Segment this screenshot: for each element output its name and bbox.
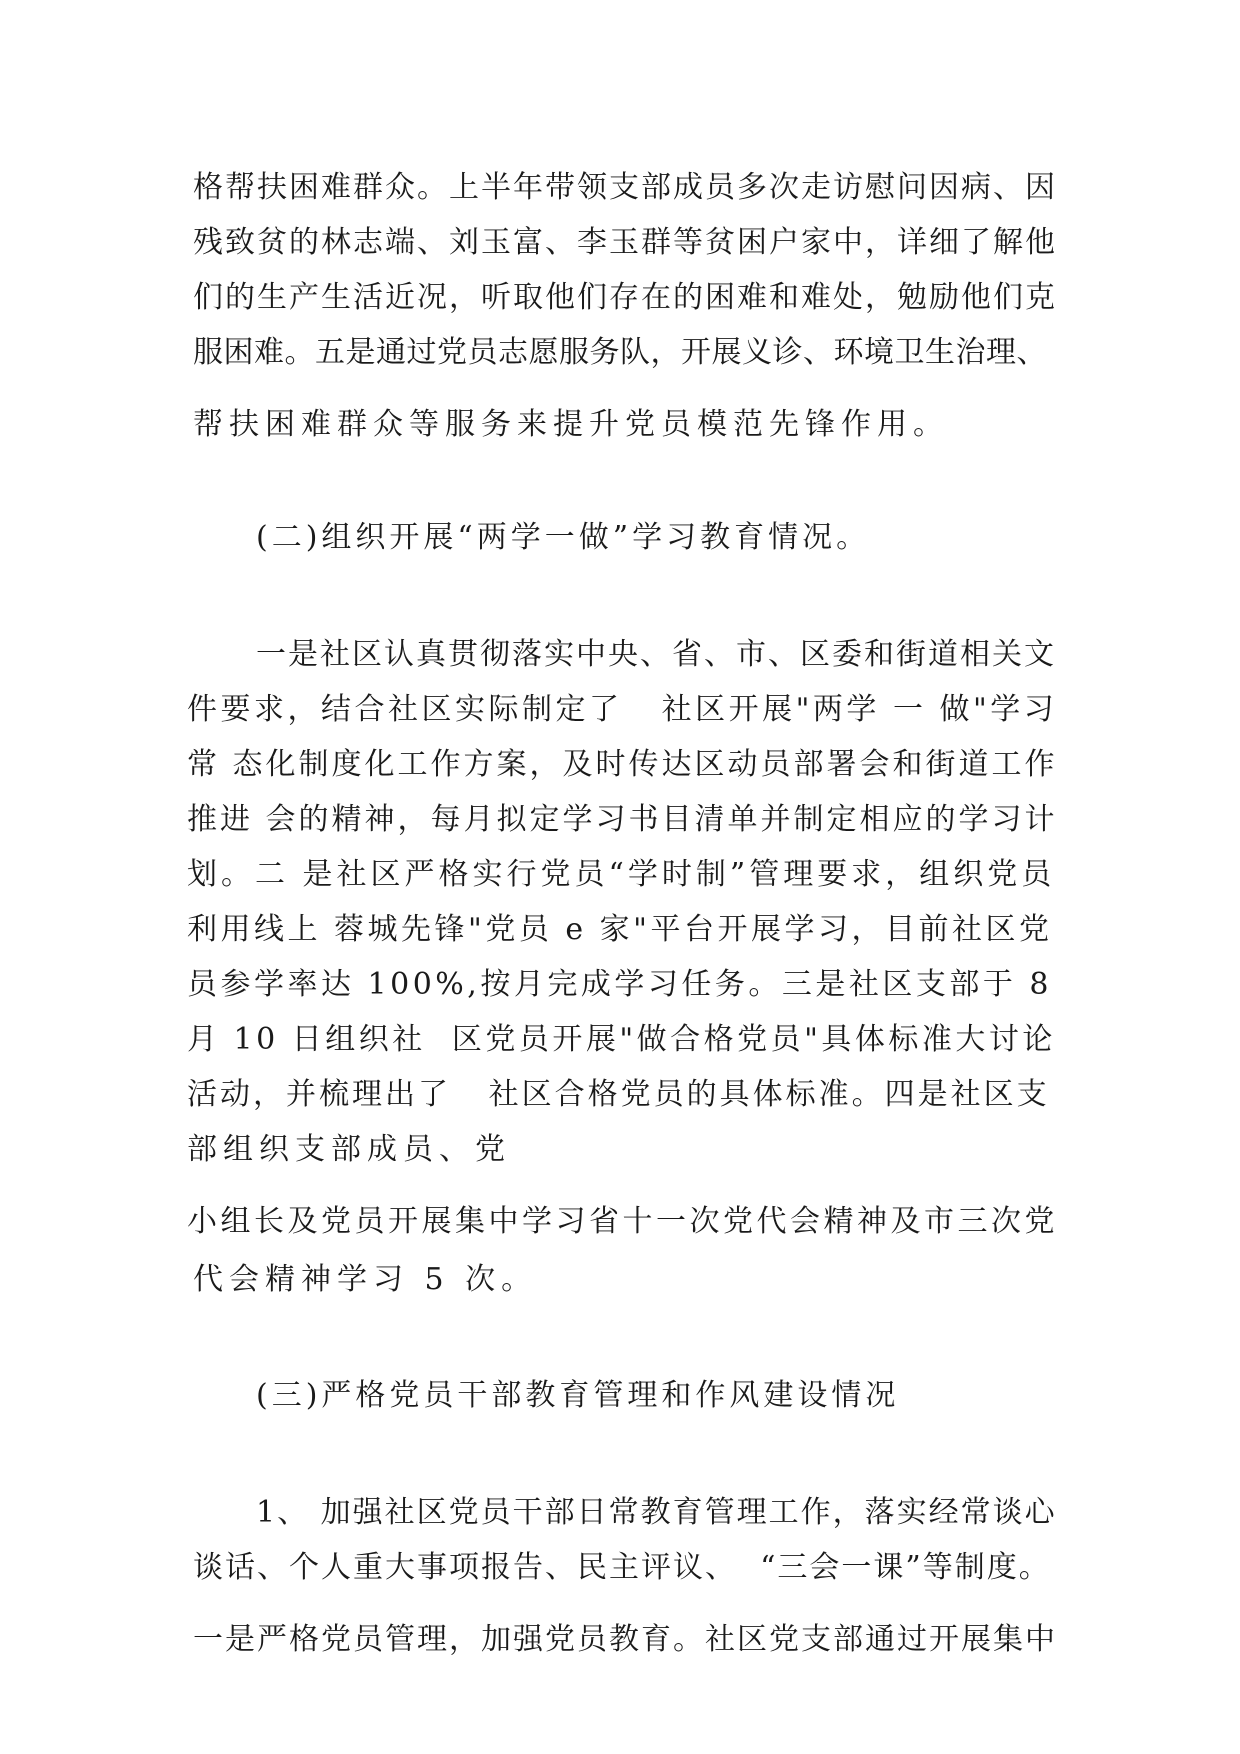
paragraph-line: 帮扶困难群众等服务来提升党员模范先锋作用。 [193,407,949,442]
paragraph-line: 格帮扶困难群众。上半年带领支部成员多次走访慰问因病、因 [193,170,1057,205]
paragraph-line: 一是严格党员管理，加强党员教育。社区党支部通过开展集中 [193,1622,1057,1657]
paragraph-line: 1、 加强社区党员干部日常教育管理工作，落实经常谈心 [256,1495,1057,1530]
paragraph-line: 常 态化制度化工作方案，及时传达区动员部署会和街道工作 [187,747,1058,782]
paragraph-line: 件要求，结合社区实际制定了 社区开展"两学 一 做"学习 [187,692,1058,727]
paragraph-line: 代会精神学习 5 次。 [193,1262,538,1297]
section-heading-2: (二)组织开展“两学一做”学习教育情况。 [256,520,871,555]
paragraph-line: 谈话、个人重大事项报告、民主评议、 “三会一课”等制度。 [193,1550,1051,1585]
paragraph-line: 残致贫的林志端、刘玉富、李玉群等贫困户家中，详细了解他 [193,225,1057,260]
paragraph-line: 月 10 日组织社 区党员开展"做合格党员"具体标准大讨论 [187,1022,1056,1057]
paragraph-line: 们的生产生活近况，听取他们存在的困难和难处，勉励他们克 [193,280,1057,315]
paragraph-line: 活动，并梳理出了 社区合格党员的具体标准。四是社区支 [187,1077,1050,1112]
paragraph-line: 员参学率达 100%,按月完成学习任务。三是社区支部于 8 [187,967,1052,1002]
paragraph-line: 小组长及党员开展集中学习省十一次党代会精神及市三次党 [187,1204,1058,1239]
paragraph-line: 服困难。五是通过党员志愿服务队，开展义诊、环境卫生治理、 [193,335,1047,370]
section-heading-3: (三)严格党员干部教育管理和作风建设情况 [256,1378,900,1413]
paragraph-line: 利用线上 蓉城先锋"党员 e 家"平台开展学习，目前社区党 [187,912,1053,947]
paragraph-line: 划。二 是社区严格实行党员“学时制”管理要求，组织党员 [187,857,1056,892]
paragraph-line: 部组织支部成员、党 [187,1132,511,1167]
paragraph-line: 一是社区认真贯彻落实中央、省、市、区委和街道相关文 [256,637,1056,672]
paragraph-line: 推进 会的精神，每月拟定学习书目清单并制定相应的学习计 [187,802,1058,837]
